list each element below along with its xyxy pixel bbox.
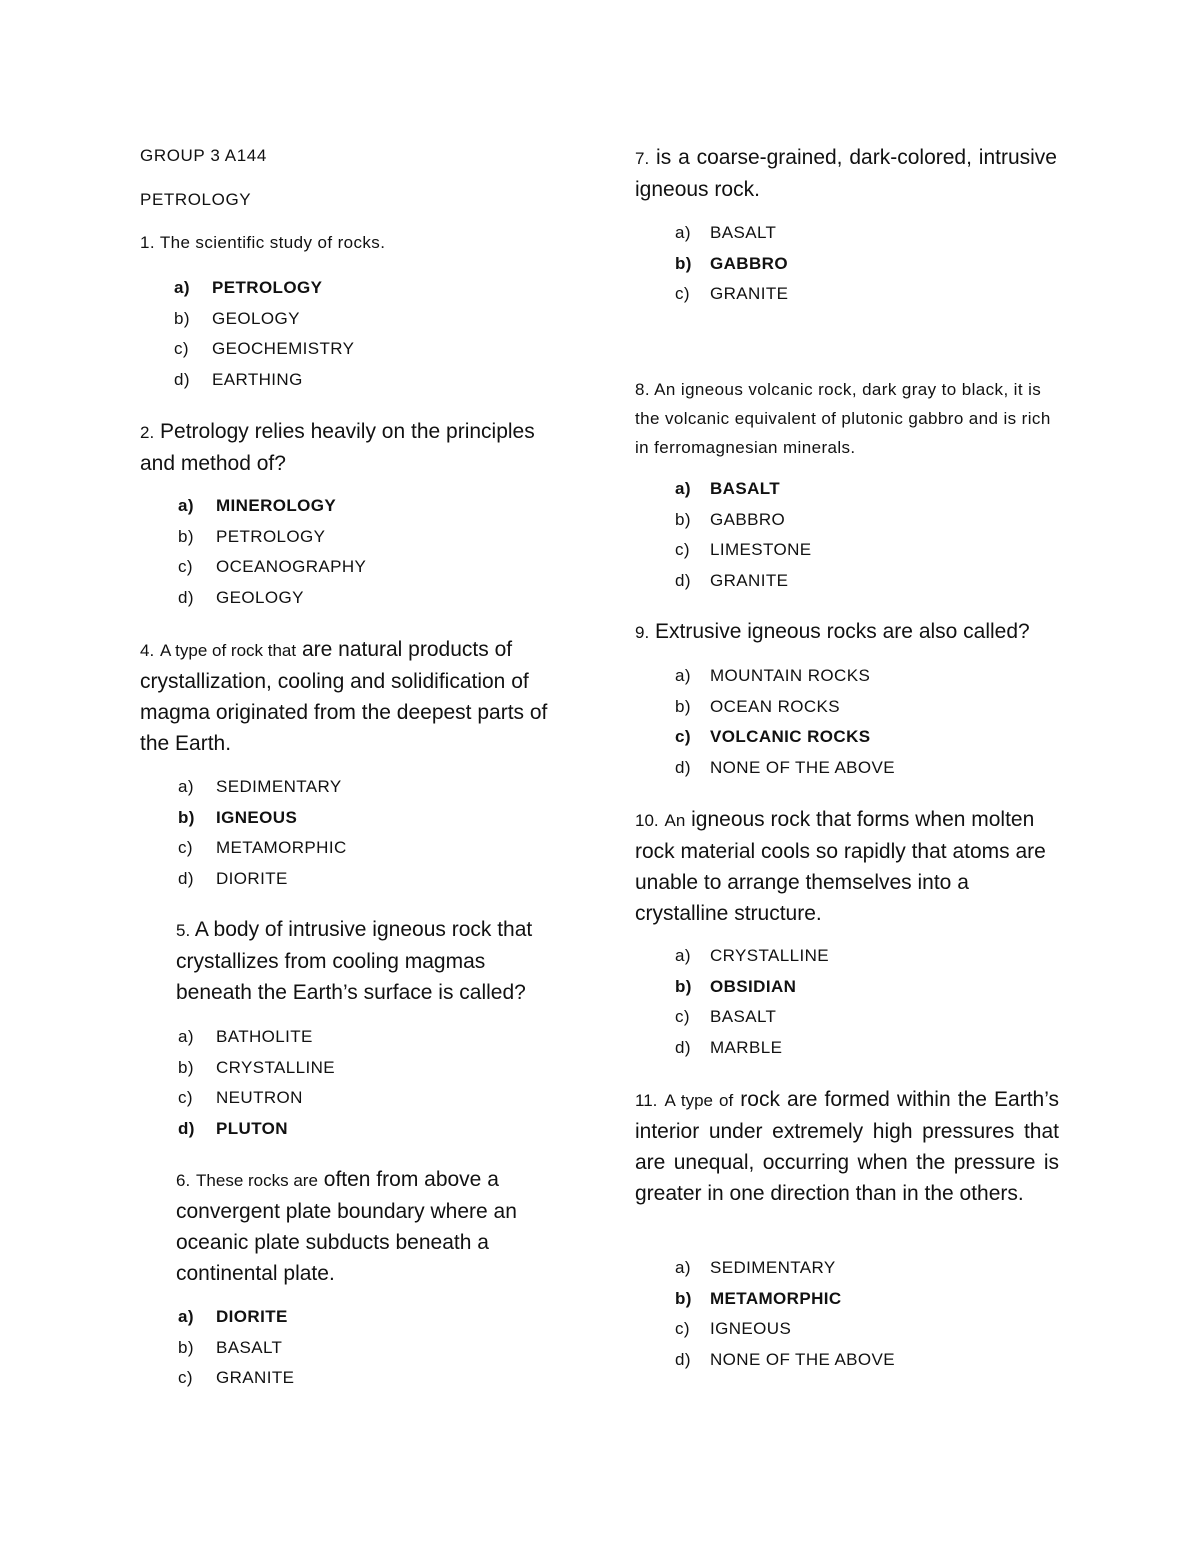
question-9 <box>635 616 1060 648</box>
option-text: DIORITE <box>216 868 288 888</box>
option-letter: b) <box>174 308 190 328</box>
option-text: DIORITE <box>216 1307 288 1326</box>
option-letter: a) <box>174 278 190 297</box>
group-label: GROUP 3 A144 <box>140 146 267 165</box>
question-prompt: The scientific study of rocks. <box>159 233 386 252</box>
option-text: OCEAN ROCKS <box>710 696 841 716</box>
option-letter: b) <box>178 526 194 546</box>
question-8 <box>635 375 1060 462</box>
option-text: SEDIMENTARY <box>216 777 342 796</box>
question-10 <box>635 804 1060 929</box>
option-text: EARTHING <box>212 369 303 389</box>
option-letter: d) <box>675 1037 691 1057</box>
option-letter: a) <box>178 777 194 796</box>
question-7 <box>635 142 1057 205</box>
option-text: NONE OF THE ABOVE <box>710 1349 896 1369</box>
question-prompt: A body of intrusive igneous rock that crystallizes from cooling magmas beneath the Earth’s surface is called? <box>176 918 533 1004</box>
question-number: 10. <box>635 811 659 830</box>
question-2 <box>140 416 560 479</box>
option-text: BASALT <box>710 1007 777 1026</box>
option-text: GEOLOGY <box>216 587 304 607</box>
question-prompt: rock are formed within the Earth’s interior under extremely high pressures that are unequal, occurring when the pressure is greater in one direction than in the others. <box>635 1088 1059 1205</box>
option-letter: d) <box>178 868 194 888</box>
option-text: METAMORPHIC <box>710 1288 842 1308</box>
option-text: OBSIDIAN <box>710 976 797 996</box>
option-letter: a) <box>178 1307 194 1326</box>
question-number: 1. <box>140 233 155 252</box>
option-text: BATHOLITE <box>216 1027 313 1046</box>
option-text: IGNEOUS <box>710 1319 792 1338</box>
option-text: PETROLOGY <box>216 526 326 546</box>
question-lead: An <box>664 811 686 830</box>
question-prompt: An igneous volcanic rock, dark gray to black, it is the volcanic equivalent of plutonic gabbro and is rich in ferromagnesian minerals. <box>635 380 1051 457</box>
option-text: CRYSTALLINE <box>216 1057 336 1077</box>
question-lead: A type of rock that <box>160 641 297 660</box>
option-letter: b) <box>675 696 691 716</box>
option-letter: c) <box>675 540 690 559</box>
question-1 <box>140 233 385 253</box>
option-letter: c) <box>675 727 691 746</box>
option-letter: d) <box>178 1118 195 1138</box>
option-letter: b) <box>178 807 195 827</box>
option-text: METAMORPHIC <box>216 838 347 857</box>
question-5 <box>176 914 556 1008</box>
question-prompt: Petrology relies heavily on the principles and method of? <box>140 420 535 475</box>
option-text: VOLCANIC ROCKS <box>710 727 871 746</box>
option-letter: c) <box>675 1319 690 1338</box>
option-letter: b) <box>178 1337 194 1357</box>
option-text: OCEANOGRAPHY <box>216 557 367 576</box>
option-text: GRANITE <box>710 570 789 590</box>
option-text: BASALT <box>216 1337 283 1357</box>
option-letter: b) <box>675 509 691 529</box>
option-text: MINEROLOGY <box>216 496 337 515</box>
subject-title: PETROLOGY <box>140 190 252 209</box>
option-letter: a) <box>675 479 691 498</box>
question-prompt: are natural products of crystallization, cooling and solidification of magma originated from the deepest parts of the Earth. <box>140 638 548 755</box>
option-text: GRANITE <box>710 284 789 303</box>
option-letter: c) <box>675 1007 690 1026</box>
question-lead: A type of <box>664 1091 734 1110</box>
option-letter: c) <box>178 838 193 857</box>
question-number: 4. <box>140 641 155 660</box>
option-text: GABBRO <box>710 253 788 273</box>
option-letter: d) <box>178 587 194 607</box>
option-text: IGNEOUS <box>216 807 298 827</box>
option-letter: c) <box>675 284 690 303</box>
option-letter: b) <box>178 1057 194 1077</box>
question-number: 8. <box>635 380 650 399</box>
question-6 <box>176 1164 546 1289</box>
question-4 <box>140 634 568 759</box>
option-text: NONE OF THE ABOVE <box>710 757 896 777</box>
option-text: PLUTON <box>216 1118 288 1138</box>
option-text: GABBRO <box>710 509 786 529</box>
question-number: 6. <box>176 1171 191 1190</box>
option-letter: a) <box>675 946 691 965</box>
option-letter: d) <box>174 369 190 389</box>
option-letter: b) <box>675 976 692 996</box>
option-text: LIMESTONE <box>710 540 812 559</box>
option-letter: a) <box>675 666 691 685</box>
question-prompt: is a coarse-grained, dark-colored, intrusive igneous rock. <box>635 146 1057 201</box>
question-number: 7. <box>635 149 650 168</box>
option-text: MOUNTAIN ROCKS <box>710 666 871 685</box>
option-letter: a) <box>675 223 691 242</box>
option-letter: d) <box>675 757 691 777</box>
option-letter: c) <box>174 339 189 358</box>
option-text: CRYSTALLINE <box>710 946 830 965</box>
option-letter: c) <box>178 557 193 576</box>
option-text: BASALT <box>710 223 777 242</box>
option-text: NEUTRON <box>216 1088 303 1107</box>
option-text: SEDIMENTARY <box>710 1258 836 1277</box>
question-number: 5. <box>176 921 191 940</box>
option-letter: c) <box>178 1368 193 1387</box>
question-prompt: often from above a convergent plate boundary where an oceanic plate subducts beneath a continental plate. <box>176 1168 517 1285</box>
option-letter: d) <box>675 1349 691 1369</box>
option-letter: c) <box>178 1088 193 1107</box>
option-letter: b) <box>675 253 692 273</box>
question-prompt: igneous rock that forms when molten rock material cools so rapidly that atoms are unable to arrange themselves into a crystalline structure. <box>635 808 1046 925</box>
question-11 <box>635 1084 1059 1209</box>
option-letter: a) <box>675 1258 691 1277</box>
option-letter: a) <box>178 1027 194 1046</box>
option-text: PETROLOGY <box>212 278 323 297</box>
option-text: GEOCHEMISTRY <box>212 339 355 358</box>
question-lead: These rocks are <box>196 1171 318 1190</box>
question-number: 2. <box>140 423 155 442</box>
option-text: GEOLOGY <box>212 308 300 328</box>
question-prompt: Extrusive igneous rocks are also called? <box>655 620 1030 643</box>
option-letter: a) <box>178 496 194 515</box>
question-number: 9. <box>635 623 650 642</box>
option-letter: b) <box>675 1288 692 1308</box>
option-text: GRANITE <box>216 1368 295 1387</box>
option-letter: d) <box>675 570 691 590</box>
question-number: 11. <box>635 1091 658 1110</box>
option-text: BASALT <box>710 479 781 498</box>
option-text: MARBLE <box>710 1037 783 1057</box>
